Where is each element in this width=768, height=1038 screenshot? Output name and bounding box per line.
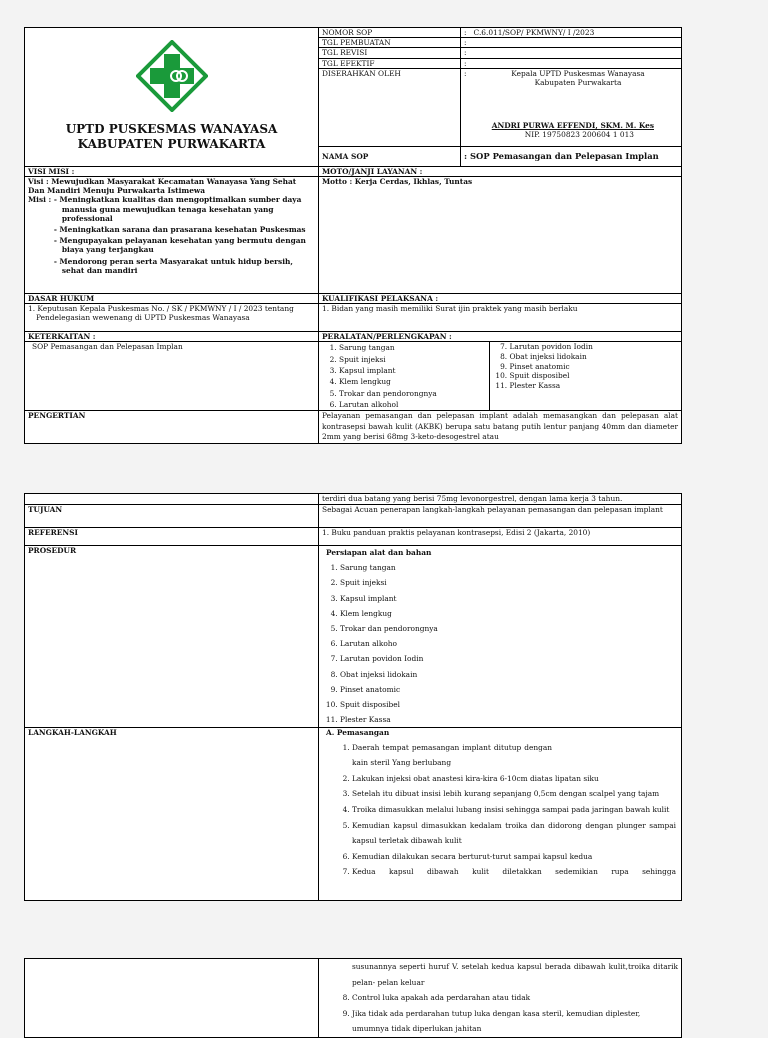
signer-name: ANDRI PURWA EFFENDI, SKM. M. Kes (491, 121, 654, 131)
langkah-item: 4. Troika dimasukkan melalui lubang insisi sehingga sampai pada jaringan bawah kulit (352, 802, 676, 818)
prosedur-item: 2. Spuit injeksi (340, 575, 678, 590)
value-tgl-efektif: : (461, 58, 682, 68)
prosedur-item: 5. Trokar dan pendorongnya (340, 621, 678, 636)
prosedur-item: 11. Plester Kassa (340, 712, 678, 727)
label-nama-sop: NAMA SOP (319, 146, 461, 166)
alat-item: 9. Pinset anatomic (510, 362, 681, 372)
langkah-item: 2. Lakukan injeksi obat anastesi kira-kira 6-10cm diatas lipatan siku (352, 771, 676, 787)
moto-text: Motto : Kerja Cerdas, Ikhlas, Tuntas (319, 177, 682, 294)
referensi-text: 1. Buku panduan praktis pelayanan kontrasepsi, Edisi 2 (Jakarta, 2010) (319, 528, 682, 546)
misi-item: - Meningkatkan sarana dan prasarana kesehatan Puskesmas (53, 225, 306, 235)
page-2 (24, 493, 681, 901)
org-region: KABUPATEN PURWAKARTA (77, 137, 266, 151)
prosedur-item: 7. Larutan povidon Iodin (340, 651, 678, 666)
keterkaitan-text: SOP Pemasangan dan Pelepasan Implan (25, 342, 319, 411)
label-tgl-pembuatan: TGL PEMBUATAN (319, 38, 461, 48)
sop-body-table (24, 167, 682, 444)
prosedur-label: PROSEDUR (25, 546, 319, 728)
prosedur-item: 6. Larutan alkoho (340, 636, 678, 651)
langkah-item: 6. Kemudian dilakukan secara berturut-turut sampai kapsul kedua (352, 849, 676, 865)
langkah-item: 1. Daerah tempat pemasangan implant ditutup dengan kain steril Yang berlubang (352, 740, 552, 771)
org-name: UPTD PUSKESMAS WANAYASA (65, 122, 278, 136)
prosedur-item: 10. Spuit disposibel (340, 697, 678, 712)
value-tgl-revisi: : (461, 48, 682, 58)
prosedur-item: 4. Klem lengkug (340, 606, 678, 621)
keterkaitan-heading: KETERKAITAN : (25, 332, 319, 342)
langkah-item: 9. Jika tidak ada perdarahan tutup luka dengan kasa steril, kemudian diplester, umumnya tidak diperlukan jahitan (352, 1006, 678, 1037)
page-3 (24, 958, 681, 1038)
pengertian-cont-text: terdiri dua batang yang berisi 75mg levonorgestrel, dengan lama kerja 3 tahun. (319, 494, 682, 505)
label-tgl-revisi: TGL REVISI (319, 48, 461, 58)
value-nama-sop: : SOP Pemasangan dan Pelepasan Implan (461, 146, 682, 166)
value-tgl-pembuatan: : (461, 38, 682, 48)
label-tgl-efektif: TGL EFEKTIF (319, 58, 461, 68)
kualifikasi-text: 1. Bidan yang masih memiliki Surat ijin praktek yang masih berlaku (319, 304, 682, 332)
value-nomor-sop: : C.6.011/SOP/ PKMWNY/ I /2023 (461, 28, 682, 38)
page-1 (24, 27, 681, 444)
peralatan-list-left (319, 342, 489, 410)
langkah-item: 8. Control luka apakah ada perdarahan atau tidak (352, 990, 678, 1006)
kualifikasi-heading: KUALIFIKASI PELAKSANA : (319, 294, 682, 304)
misi-label: Misi : (28, 195, 54, 205)
langkah-label: LANGKAH-LANGKAH (25, 728, 319, 901)
visi-text: Visi : Mewujudkan Masyarakat Kecamatan Wanayasa Yang Sehat Dan Mandiri Menuju Purwakarta Istimewa (28, 177, 297, 196)
langkah-cont-cell (319, 959, 682, 1038)
moto-heading: MOTO/JANJI LAYANAN : (319, 167, 682, 177)
alat-item: 8. Obat injeksi lidokain (510, 352, 681, 362)
alat-item: 4. Klem lengkug (339, 376, 487, 387)
misi-block (28, 195, 315, 275)
alat-item: 1. Sarung tangan (339, 342, 487, 353)
header-logo-cell (25, 28, 319, 167)
serahkan-line1: Kepala UPTD Puskesmas Wanayasa (511, 68, 645, 78)
langkah-item: 5. Kemudian kapsul dimasukkan kedalam troika dan didorong dengan plunger sampai kapsul terletak dibawah kulit (352, 818, 676, 849)
visi-heading: VISI MISI : (25, 167, 319, 177)
alat-item: 6. Larutan alkohol (339, 399, 487, 410)
misi-item: - Meningkatkan kualitas dan mengoptimalkan sumber daya manusia guna mewujudkan tenaga kesehatan yang professional (53, 195, 302, 223)
tujuan-label: TUJUAN (25, 505, 319, 528)
referensi-label: REFERENSI (25, 528, 319, 546)
visi-misi-cell (25, 177, 319, 294)
langkah-cont-left (25, 959, 319, 1038)
peralatan-heading: PERALATAN/PERLENGKAPAN : (319, 332, 682, 342)
value-diserahkan: : Kepala UPTD Puskesmas Wanayasa Kabupaten Purwakarta ANDRI PURWA EFFENDI, SKM. M. Kes NIP. 19750823 200604 1 013 (461, 68, 682, 146)
prosedur-cell (319, 546, 682, 728)
pengertian-text: Pelayanan pemasangan dan pelepasan implant adalah memasangkan dan pelepasan alat kontrasepsi bawah kulit (AKBK) berupa satu batang putih lentur panjang 40mm dan diameter 2mm yang berisi 68mg 3-keto-desogestrel atau (319, 411, 682, 444)
langkah-item: 7. Kedua kapsul dibawah kulit diletakkan sedemikian rupa sehingga (352, 864, 676, 880)
dasar-hukum-heading: DASAR HUKUM (25, 294, 319, 304)
pemasangan-heading: A. Pemasangan (326, 728, 390, 738)
prosedur-subheading: Persiapan alat dan bahan (326, 548, 432, 557)
prosedur-item: 3. Kapsul implant (340, 591, 678, 606)
sop-header-table (24, 27, 682, 167)
langkah-item: 3. Setelah itu dibuat insisi lebih kurang sepanjang 0,5cm dengan scalpel yang tajam (352, 786, 676, 802)
alat-item: 5. Trokar dan pendorongnya (339, 388, 487, 399)
dasar-hukum-text: 1. Keputusan Kepala Puskesmas No. / SK / PKMWNY / I / 2023 tentang Pendelegasian wewenang di UPTD Puskesmas Wanayasa (25, 304, 319, 332)
peralatan-list-right (489, 342, 682, 410)
misi-item: - Mengupayakan pelayanan kesehatan yang bermutu dengan biaya yang terjangkau (53, 236, 306, 255)
sop-body-table-2 (24, 493, 682, 901)
sop-body-table-3 (24, 958, 682, 1038)
prosedur-item: 1. Sarung tangan (340, 560, 678, 575)
langkah-list (322, 740, 678, 880)
pengertian-label: PENGERTIAN (25, 411, 319, 444)
langkah-list-cont (322, 990, 678, 1037)
langkah-cell (319, 728, 682, 901)
tujuan-text: Sebagai Acuan penerapan langkah-langkah pelayanan pemasangan dan pelepasan implant (319, 505, 682, 528)
label-nomor-sop: NOMOR SOP (319, 28, 461, 38)
alat-item: 3. Kapsul implant (339, 365, 487, 376)
pengertian-cont-left (25, 494, 319, 505)
serahkan-line2: Kabupaten Purwakarta (534, 78, 622, 88)
prosedur-item: 8. Obat injeksi lidokain (340, 667, 678, 682)
peralatan-cell (319, 342, 682, 411)
puskesmas-logo-icon (136, 40, 208, 112)
alat-item: 7. Larutan povidon Iodin (510, 342, 681, 352)
alat-item: 2. Spuit injeksi (339, 354, 487, 365)
alat-item: 11. Plester Kassa (510, 381, 681, 391)
misi-item: - Mendorong peran serta Masyarakat untuk hidup bersih, sehat dan mandiri (53, 256, 293, 275)
langkah-cont-text: susunannya seperti huruf V. setelah kedua kapsul berada dibawah kulit,troika ditarik pelan- pelan keluar (352, 962, 678, 987)
signer-nip: NIP. 19750823 200604 1 013 (524, 130, 634, 140)
alat-item: 10. Spuit disposibel (510, 371, 681, 381)
prosedur-item: 9. Pinset anatomic (340, 682, 678, 697)
label-diserahkan: DISERAHKAN OLEH (319, 68, 461, 146)
prosedur-list (322, 560, 678, 727)
